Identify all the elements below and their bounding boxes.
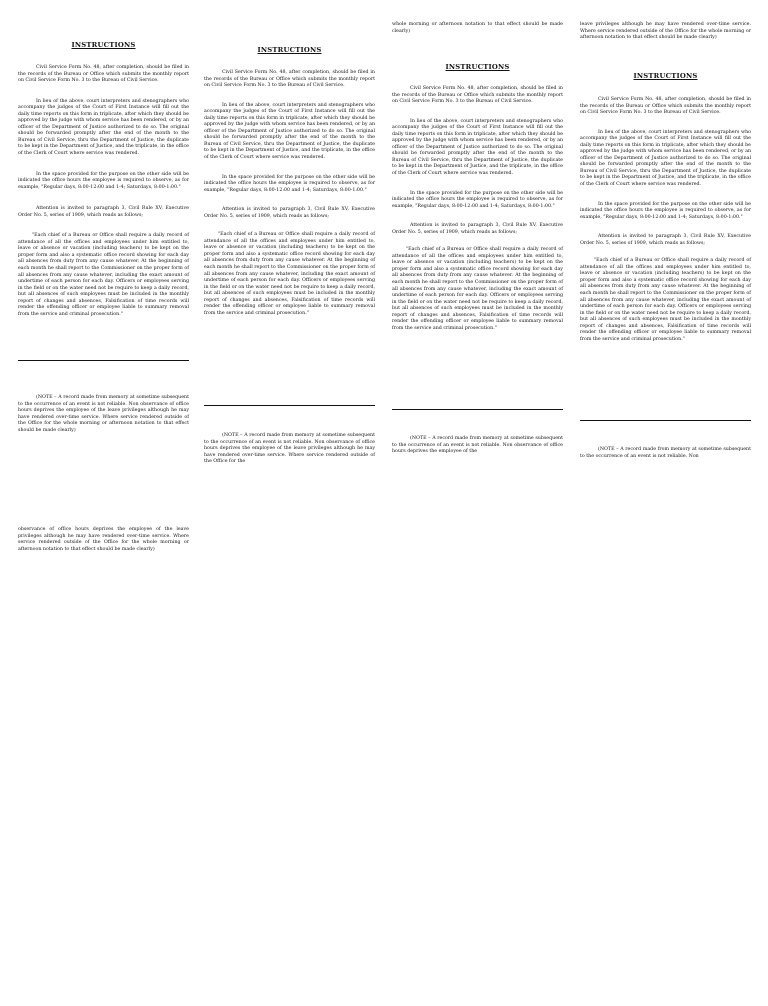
instructions-title: INSTRUCTIONS xyxy=(633,72,698,80)
note-text: (NOTE – A record made from memory at sometime subsequent to the occurrence of an event is not reliable. Non xyxy=(580,447,751,459)
paragraph-court-interpreters: In lieu of the above, court interpreters and stenographers who accompany the judges of the Court of First Instance will fill out the daily time reports on this form in triplicate, after which they should be approved by the judge with whom service has been rendered, or by an officer of the Department of Justice authorized to do so. The original should be forwarded promptly after the end of the month to the Bureau of Civil Service, thru the Department of Justice, the duplicate to be kept in the Department of Justice, and the triplicate, in the office of the Clerk of Court where service was rendered. xyxy=(392,118,563,177)
paragraph-filing: Civil Service Form No. 48, after completion, should be filed in the records of the Bureau or Office which submits the monthly report on Civil Service Form No. 3 to the Bureau of Civil Service. xyxy=(392,86,563,105)
instructions-title: INSTRUCTIONS xyxy=(71,41,136,49)
paragraph-attention: Attention is invited to paragraph 3, Civil Rule XV, Executive Order No. 5, series of 1909, which reads as follows; xyxy=(580,234,751,246)
note-continuation: whole morning or afternoon notation to that effect should be made clearly) xyxy=(392,22,563,34)
note-continuation: observance of office hours deprives the employee of the leave privileges although he may have rendered over-time service. Where service rendered outside of the Office for the whole morning or afternoon notation to that effect should be made clearly) xyxy=(18,527,189,552)
paragraph-quote: "Each chief of a Bureau or Office shall require a daily record of attendance of all the offices and employees under him entitled to, leave or absence or vacation (including teachers) to be kept on the proper form and also a systematic office record showing for each day all absences from duty from any cause whatever. At the beginning of each month he shall report to the Commissioner on the proper form of all absences from any cause whatever, including the exact amount of undertime of each person for each day. Officers or employees serving in the field or on the water need not be require to keep a daily record, but all absences of such employees must be included in the monthly report of changes and absences, Falsification of time records will render the offending officer or employee liable to summary removal from the service and criminal prosecution." xyxy=(18,233,189,317)
divider-rule xyxy=(204,405,375,406)
instructions-title: INSTRUCTIONS xyxy=(445,63,510,71)
instructions-body xyxy=(392,86,563,344)
paragraph-filing: Civil Service Form No. 48, after completion, should be filed in the records of the Bureau or Office which submits the monthly report on Civil Service Form No. 3 to the Bureau of Civil Service. xyxy=(18,65,189,84)
note-continuation: leave privileges although he may have rendered over-time service. Where service rendered outside of the Office for the whole morning or afternoon notation to that effect should be made clearly) xyxy=(580,22,751,41)
paragraph-quote: "Each chief of a Bureau or Office shall require a daily record of attendance of all the offices and employees under him entitled to, leave or absence or vacation (including teachers) to be kept on the proper form and also a systematic office record showing for each day all absences from duty from any cause whatever. At the beginning of each month he shall report to the Commissioner on the proper form of all absences from any cause whatever, including the exact amount of undertime of each person for each day. Officers or employees serving in the field or on the water need not be require to keep a daily record, but all absences of such employees must be included in the monthly report of changes and absences, Falsification of time records will render the offending officer or employee liable to summary removal from the service and criminal prosecution." xyxy=(580,258,751,342)
paragraph-attention: Attention is invited to paragraph 3, Civil Rule XV, Executive Order No. 5, series of 1909, which reads as follows; xyxy=(18,206,189,218)
paragraph-quote: "Each chief of a Bureau or Office shall require a daily record of attendance of all the offices and employees under him entitled to, leave or absence or vacation (including teachers) to be kept on the proper form and also a systematic office record showing for each day all absences from duty from any cause whatever. At the beginning of each month he shall report to the Commissioner on the proper form of all absences from any cause whatever, including the exact amount of undertime of each person for each day. Officers or employees serving in the field or on the water need not be require to keep a daily record, but all absences of such employees must be included in the monthly report of changes and absences, Falsification of time records will render the offending officer or employee liable to summary removal from the service and criminal prosecution." xyxy=(392,247,563,331)
paragraph-court-interpreters: In lieu of the above, court interpreters and stenographers who accompany the judges of the Court of First Instance will fill out the daily time reports on this form in triplicate, after which they should be approved by the judge with whom service has been rendered, or by an officer of the Department of Justice authorized to do so. The original should be forwarded promptly after the end of the month to the Bureau of Civil Service, thru the Department of Justice, the duplicate to be kept in the Department of Justice, and the triplicate, in the office of the Clerk of Court where service was rendered. xyxy=(18,98,189,157)
paragraph-filing: Civil Service Form No. 48, after completion, should be filed in the records of the Bureau or Office which submits the monthly report on Civil Service Form No. 3 to the Bureau of Civil Service. xyxy=(204,70,375,89)
paragraph-filing: Civil Service Form No. 48, after completion, should be filed in the records of the Bureau or Office which submits the monthly report on Civil Service Form No. 3 to the Bureau of Civil Service. xyxy=(580,97,751,116)
paragraph-court-interpreters: In lieu of the above, court interpreters and stenographers who accompany the judges of the Court of First Instance will fill out the daily time reports on this form in triplicate, after which they should be approved by the judge with whom service has been rendered, or by an officer of the Department of Justice authorized to do so. The original should be forwarded promptly after the end of the month to the Bureau of Civil Service, thru the Department of Justice, the duplicate to be kept in the Department of Justice, and the triplicate, in the office of the Clerk of Court where service was rendered. xyxy=(580,129,751,188)
note-text: (NOTE – A record made from memory at sometime subsequent to the occurrence of an event is not reliable. Non observance of office hours deprives the employee of the xyxy=(392,436,563,455)
paragraph-quote: "Each chief of a Bureau or Office shall require a daily record of attendance of all the offices and employees under him entitled to, leave or absence or vacation (including teachers) to be kept on the proper form and also a systematic office record showing for each day all absences from duty from any cause whatever. At the beginning of each month he shall report to the Commissioner on the proper form of all absences from any cause whatever, including the exact amount of undertime of each person for each day. Officers or employees serving in the field or on the water need not be require to keep a daily record, but all absences of such employees must be included in the monthly report of changes and absences, Falsification of time records will render the offending officer or employee liable to summary removal from the service and criminal prosecution." xyxy=(204,232,375,316)
paragraph-office-hours: In the space provided for the purpose on the other side will be indicated the office hours the employee is required to observe, as for example, "Regular days, 8:00-12:00 and 1-4; Saturdays, 8:00-1:00." xyxy=(580,201,751,220)
divider-rule xyxy=(580,420,751,421)
form-column-1 xyxy=(18,0,189,552)
divider-rule xyxy=(18,360,189,361)
paragraph-court-interpreters: In lieu of the above, court interpreters and stenographers who accompany the judges of the Court of First Instance will fill out the daily time reports on this form in triplicate, after which they should be approved by the judge with whom service has been rendered, or by an officer of the Department of Justice authorized to do so. The original should be forwarded promptly after the end of the month to the Bureau of Civil Service, thru the Department of Justice, the duplicate to be kept in the Department of Justice, and the triplicate, in the office of the Clerk of Court where service was rendered. xyxy=(204,102,375,161)
instructions-body xyxy=(580,97,751,355)
paragraph-attention: Attention is invited to paragraph 3, Civil Rule XV, Executive Order No. 5, series of 1909, which reads as follows; xyxy=(204,207,375,219)
instructions-body xyxy=(204,70,375,317)
note-text: (NOTE – A record made from memory at sometime subsequent to the occurrence of an event is not reliable. Non observance of office hours deprives the employee of the leave privileges although he may have rendered over-time service. Where service rendered outside of the Office for the whole morning or afternoon notation to that effect should be made clearly) xyxy=(18,395,189,433)
divider-rule xyxy=(392,409,563,410)
instructions-body xyxy=(18,65,189,318)
form-column-2 xyxy=(204,0,375,465)
paragraph-office-hours: In the space provided for the purpose on the other side will be indicated the office hours the employee is required to observe, as for example, "Regular days, 8:00-12:00 and 1-4; Saturdays, 8:00-1:00." xyxy=(392,190,563,209)
note-text: (NOTE – A record made from memory at sometime subsequent to the occurrence of an event is not reliable. Non observance of office hours deprives the employee of the leave privileges although he may have rendered over-time service. Where service rendered outside of the Office for the xyxy=(204,433,375,465)
instructions-title: INSTRUCTIONS xyxy=(257,46,322,54)
paragraph-office-hours: In the space provided for the purpose on the other side will be indicated the office hours the employee is required to observe, as for example, "Regular days, 8:00-12:00 and 1-4; Saturdays, 8:00-1:00." xyxy=(18,171,189,190)
paragraph-attention: Attention is invited to paragraph 3, Civil Rule XV, Executive Order No. 5, series of 1909, which reads as follows; xyxy=(392,223,563,235)
paragraph-office-hours: In the space provided for the purpose on the other side will be indicated the office hours the employee is required to observe, as for example, "Regular days, 8:00-12:00 and 1-4; Saturdays, 8:00-1:00." xyxy=(204,174,375,193)
